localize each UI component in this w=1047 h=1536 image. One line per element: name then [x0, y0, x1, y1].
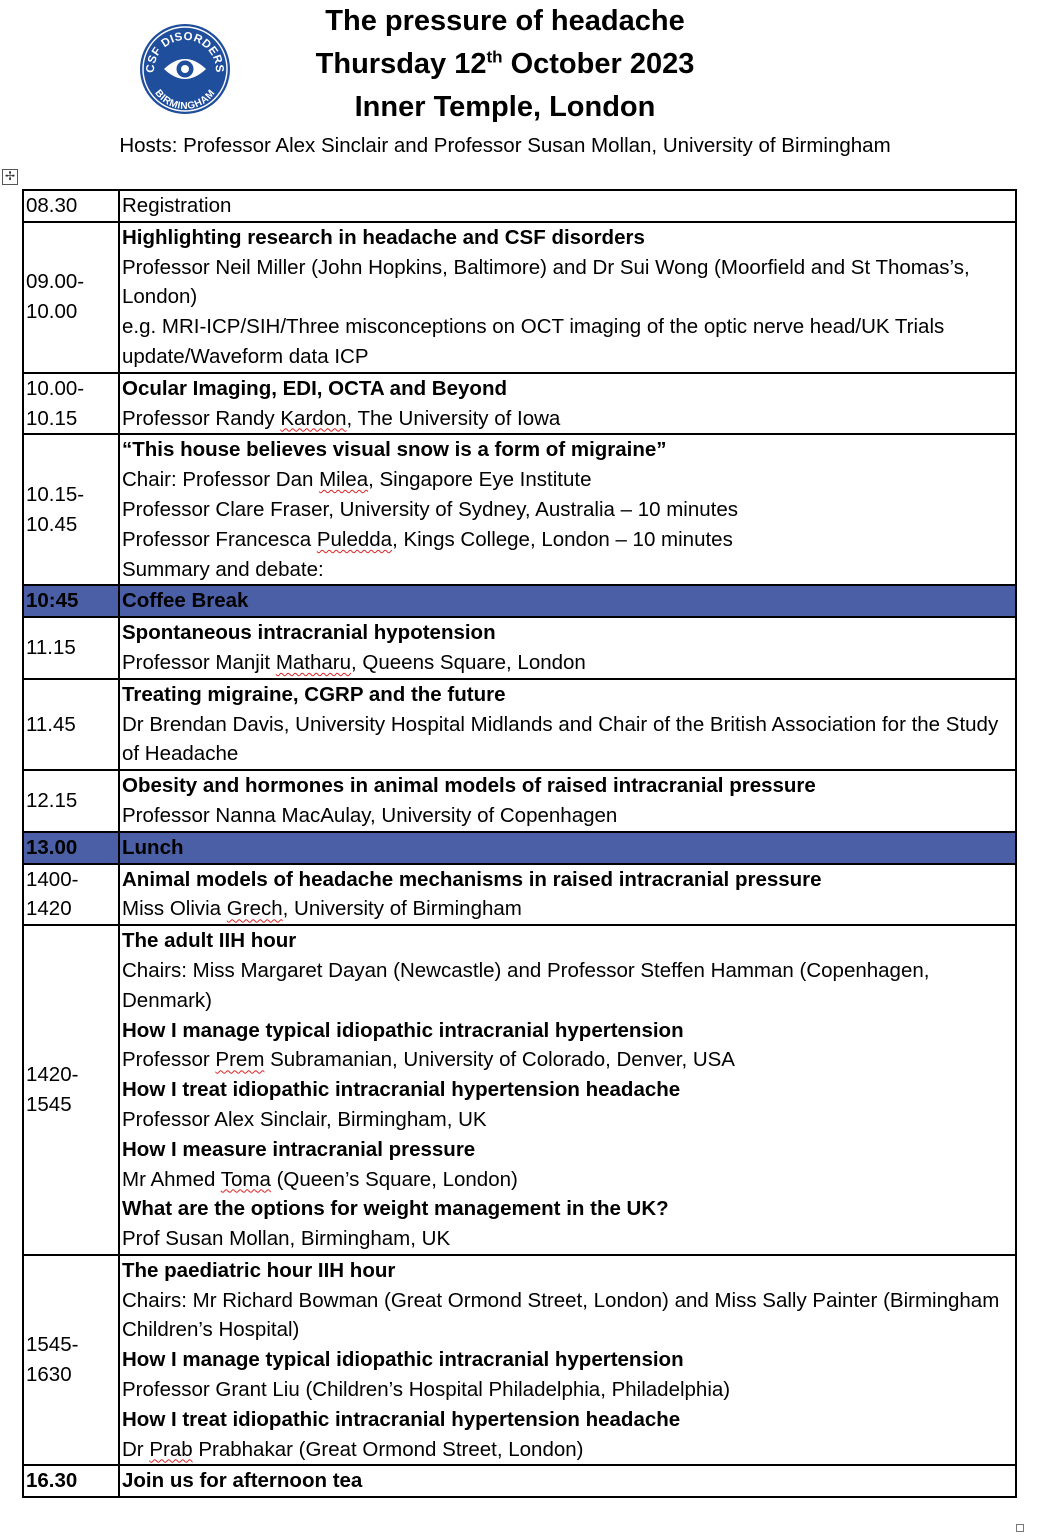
- session-title: Animal models of headache mechanisms in raised intracranial pressure: [122, 867, 822, 891]
- agenda-time: 1545- 1630: [23, 1255, 119, 1466]
- agenda-session: [119, 832, 1016, 864]
- session-detail: Chairs: Miss Margaret Dayan (Newcastle) and Professor Steffen Hamman (Copenhagen, Denmark): [122, 958, 930, 1012]
- session-title: How I measure intracranial pressure: [122, 1137, 476, 1161]
- agenda-time: 09.00- 10.00: [23, 222, 119, 373]
- table-row: [23, 679, 1016, 770]
- session-detail: Chairs: Mr Richard Bowman (Great Ormond Street, London) and Miss Sally Painter (Birmingham Children’s Hospital): [122, 1288, 1000, 1342]
- session-detail: Professor Clare Fraser, University of Sydney, Australia – 10 minutes: [122, 497, 739, 521]
- session-detail: Miss Olivia Grech, University of Birmingham: [122, 897, 522, 921]
- table-row: [23, 1465, 1016, 1497]
- agenda-time: 1400- 1420: [23, 864, 119, 926]
- session-title: How I manage typical idiopathic intracranial hypertension: [122, 1018, 684, 1042]
- session-detail: Professor Francesca Puledda, Kings College, London – 10 minutes: [122, 527, 733, 551]
- agenda-session: [119, 679, 1016, 770]
- agenda-session: [119, 434, 1016, 585]
- session-detail: Professor Neil Miller (John Hopkins, Baltimore) and Dr Sui Wong (Moorfield and St Thomas’s, London): [122, 255, 970, 309]
- agenda-session: [119, 1465, 1016, 1497]
- header: [0, 0, 1010, 161]
- agenda-session: [119, 1255, 1016, 1466]
- session-title: Spontaneous intracranial hypotension: [122, 621, 496, 645]
- agenda-time: 16.30: [23, 1465, 119, 1497]
- agenda-session: [119, 222, 1016, 373]
- event-venue: Inner Temple, London: [354, 91, 656, 123]
- table-row: [23, 434, 1016, 585]
- logo-text-bottom: BIRMINGHAM: [152, 87, 218, 113]
- session-detail: Professor Manjit Matharu, Queens Square, London: [122, 650, 586, 674]
- session-title: Join us for afternoon tea: [122, 1469, 363, 1493]
- agenda-time: 11.15: [23, 617, 119, 679]
- table-move-handle[interactable]: ✢: [2, 169, 18, 185]
- agenda-session: [119, 585, 1016, 617]
- session-title: Ocular Imaging, EDI, OCTA and Beyond: [122, 376, 507, 400]
- session-title: How I treat idiopathic intracranial hypertension headache: [122, 1407, 681, 1431]
- session-title: Obesity and hormones in animal models of raised intracranial pressure: [122, 774, 816, 798]
- session-title: How I manage typical idiopathic intracranial hypertension: [122, 1348, 684, 1372]
- session-detail: Mr Ahmed Toma (Queen’s Square, London): [122, 1167, 518, 1191]
- session-detail: Professor Randy Kardon, The University of Iowa: [122, 406, 561, 430]
- agenda-session: [119, 617, 1016, 679]
- session-detail: Dr Brendan Davis, University Hospital Midlands and Chair of the British Association for the Study of Headache: [122, 712, 999, 766]
- table-row: [23, 585, 1016, 617]
- session-title: Lunch: [122, 835, 184, 859]
- session-title: Coffee Break: [122, 589, 249, 613]
- session-title: Treating migraine, CGRP and the future: [122, 682, 506, 706]
- session-detail: Professor Nanna MacAulay, University of Copenhagen: [122, 803, 618, 827]
- agenda-time: 10.15- 10.45: [23, 434, 119, 585]
- agenda-time: 12.15: [23, 770, 119, 832]
- table-row: [23, 373, 1016, 435]
- session-detail: Professor Alex Sinclair, Birmingham, UK: [122, 1107, 487, 1131]
- session-detail: Chair: Professor Dan Milea, Singapore Eye Institute: [122, 468, 592, 492]
- session-detail: Prof Susan Mollan, Birmingham, UK: [122, 1227, 451, 1251]
- session-detail: Professor Grant Liu (Children’s Hospital Philadelphia, Philadelphia): [122, 1378, 731, 1402]
- table-row: [23, 864, 1016, 926]
- session-title: Highlighting research in headache and CSF disorders: [122, 225, 645, 249]
- table-row: [23, 925, 1016, 1255]
- page-title: The pressure of headache: [325, 5, 685, 37]
- session-title: The adult IIH hour: [122, 929, 297, 953]
- agenda-time: 11.45: [23, 679, 119, 770]
- session-title: How I treat idiopathic intracranial hypertension headache: [122, 1078, 681, 1102]
- agenda-time: 13.00: [23, 832, 119, 864]
- table-row: [23, 190, 1016, 222]
- hosts-line: Hosts: Professor Alex Sinclair and Professor Susan Mollan, University of Birmingham: [119, 134, 891, 157]
- table-row: [23, 222, 1016, 373]
- agenda-time: 1420- 1545: [23, 925, 119, 1255]
- event-date: Thursday 12th October 2023: [315, 47, 695, 80]
- agenda-session: [119, 190, 1016, 222]
- table-resize-handle[interactable]: [1016, 1524, 1024, 1532]
- agenda-table: [22, 189, 1017, 1498]
- table-row: [23, 832, 1016, 864]
- agenda-time: 08.30: [23, 190, 119, 222]
- table-row: [23, 770, 1016, 832]
- agenda-session: [119, 770, 1016, 832]
- session-detail: Dr Prab Prabhakar (Great Ormond Street, London): [122, 1437, 584, 1461]
- agenda-time: 10:45: [23, 585, 119, 617]
- session-title: “This house believes visual snow is a form of migraine”: [122, 438, 667, 462]
- table-row: [23, 1255, 1016, 1466]
- agenda-time: 10.00- 10.15: [23, 373, 119, 435]
- session-detail: Registration: [122, 194, 232, 217]
- session-detail: e.g. MRI-ICP/SIH/Three misconceptions on OCT imaging of the optic nerve head/UK Trials update/Waveform data ICP: [122, 315, 945, 368]
- session-detail: Summary and debate:: [122, 557, 324, 581]
- agenda-session: [119, 925, 1016, 1255]
- logo-text-top: CSF DISORDERS: [144, 30, 226, 74]
- agenda-session: [119, 373, 1016, 435]
- table-row: [23, 617, 1016, 679]
- session-detail: Professor Prem Subramanian, University of Colorado, Denver, USA: [122, 1048, 735, 1072]
- session-title: What are the options for weight management in the UK?: [122, 1197, 669, 1221]
- agenda-session: [119, 864, 1016, 926]
- session-title: The paediatric hour IIH hour: [122, 1258, 396, 1282]
